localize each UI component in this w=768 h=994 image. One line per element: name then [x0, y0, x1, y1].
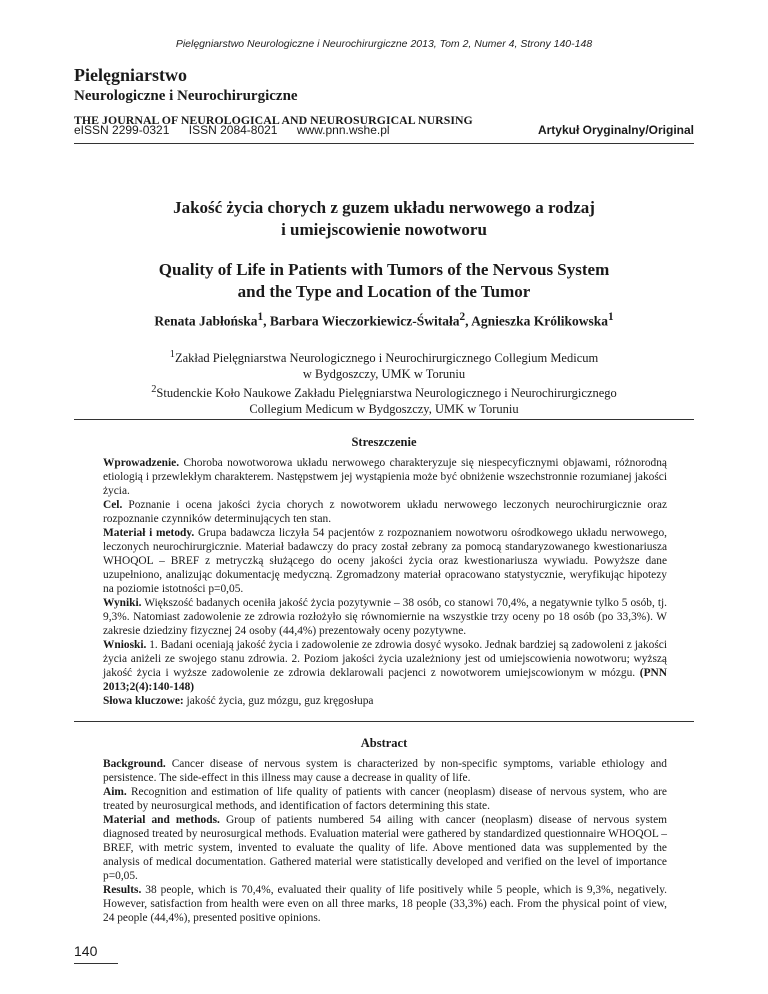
- page-number-rule: [74, 963, 118, 964]
- abstract-divider: [74, 721, 694, 722]
- header-divider: [74, 419, 694, 420]
- label: Materiał i metody.: [103, 527, 195, 539]
- text: Większość badanych oceniła jakość życia pozytywnie – 38 osób, co stanowi 70,4%, a negatywnie tylko 5 osób, tj. 9,3%. Natomiast zadowolenie ze zdrowia rozłożyło się równomiernie na wszystkie trzy oceny po 18 osób (po 33,3%). W zakresie dziedziny fizycznej 24 osoby (44,4%) prezentowały oceny pozytywne.: [103, 597, 667, 637]
- text: Poznanie i ocena jakości życia chorych z nowotworem układu nerwowego leczonych neurochirurgicznie oraz rozpoznanie czynników determinujących ten stan.: [103, 499, 667, 525]
- journal-identifiers: [74, 123, 694, 137]
- journal-english-title: THE JOURNAL OF NEUROLOGICAL AND NEUROSURGICAL NURSING: [74, 113, 473, 127]
- abstract-aim: [103, 785, 667, 813]
- affiliation-2-marker: 2: [151, 384, 157, 396]
- author-separator: ,: [263, 313, 270, 329]
- label: Background.: [103, 758, 166, 770]
- author-separator: ,: [465, 313, 472, 329]
- affiliation-2-line-2: Collegium Medicum w Bydgoszczy, UMK w Toruniu: [249, 402, 519, 417]
- text: Group of patients numbered 54 ailing with cancer (neoplasm) disease of nervous system diagnosed treated by neurosurgical methods. Evaluation material were gathered by standardized questionnaire WHOQOL – BREF, with metric system, invented to evaluate the quality of life. Above mentioned data was supplemented by the analysis of medical documentation. Gathered material were statistically developed and verified on the level of importance p=0,05.: [103, 814, 667, 882]
- page-number: 140: [74, 943, 98, 959]
- author-3: Agnieszka Królikowska: [471, 313, 609, 329]
- label: Cel.: [103, 499, 123, 511]
- affiliation-1-marker: 1: [169, 349, 175, 360]
- text: jakość życia, guz mózgu, guz kręgosłupa: [183, 695, 374, 707]
- article-type: Artykuł Oryginalny/Original: [537, 123, 694, 137]
- abstract-methods: [103, 813, 667, 883]
- citation: (PNN 2013;2(4):140-148): [103, 667, 667, 693]
- abstract-results: [103, 883, 667, 925]
- author-1-affiliation: 1: [257, 311, 264, 323]
- affiliations: [74, 347, 694, 417]
- abstract-background: [103, 757, 667, 785]
- title-english-line-2: and the Type and Location of the Tumor: [237, 282, 531, 301]
- streszczenie-intro: [103, 456, 667, 498]
- title-english-line-1: Quality of Life in Patients with Tumors of the Nervous System: [158, 260, 610, 279]
- title-polish-line-1: Jakość życia chorych z guzem układu nerwowego a rodzaj: [173, 198, 595, 217]
- running-header: Pielęgniarstwo Neurologiczne i Neurochirurgiczne 2013, Tom 2, Numer 4, Strony 140-148: [175, 38, 593, 50]
- text: 38 people, which is 70,4%, evaluated their quality of life positively while 5 people, which is 9,3%, negatively. However, satisfaction from health were even on all three marks, 18 people (33,3%) each. From the physical point of view, 24 people (44,4%), presented positive opinions.: [103, 884, 667, 924]
- affiliation-1-line-2: w Bydgoszczy, UMK w Toruniu: [302, 367, 466, 382]
- affiliation-2-text: Studenckie Koło Naukowe Zakładu Pielęgniarstwa Neurologicznego i Neurochirurgicznego: [156, 386, 617, 401]
- label: Aim.: [103, 786, 127, 798]
- label: Wyniki.: [103, 597, 142, 609]
- affiliation-1-line-1: [74, 347, 694, 366]
- text: Recognition and estimation of life quality of patients with cancer (neoplasm) disease of nervous system, who are treated by neurosurgical methods, and identification of factors determining this state.: [103, 786, 667, 812]
- author-1: Renata Jabłońska: [154, 313, 258, 329]
- label: Wprowadzenie.: [103, 457, 180, 469]
- journal-masthead: [74, 65, 473, 128]
- journal-url[interactable]: www.pnn.wshe.pl: [296, 123, 390, 137]
- streszczenie-body: [103, 456, 667, 708]
- text: Grupa badawcza liczyła 54 pacjentów z rozpoznaniem nowotworu ośrodkowego układu nerwowego, leczonych neurochirurgicznie. Materiał badawczy do pracy został zebrany za pomocą standaryzowanego kwestionariusza WHOQOL – BREF z metryczką służącego do oceny jakości życia oraz kwestionariusza wywiadu. Powyższe dane uzupełniono, analizując dokumentację medyczną. Zgromadzony materiał opracowano statystycznie, weryfikując hipotezy na poziomie istotności p=0,05.: [103, 527, 667, 595]
- author-list: [74, 311, 694, 330]
- title-english: [74, 259, 694, 303]
- label: Material and methods.: [103, 814, 220, 826]
- label: Wnioski.: [103, 639, 147, 651]
- author-2: Barbara Wieczorkiewicz-Świtała: [269, 313, 460, 329]
- journal-subtitle: Neurologiczne i Neurochirurgiczne: [74, 88, 298, 104]
- abstract-body: [103, 757, 667, 925]
- streszczenie-methods: [103, 526, 667, 596]
- issn: ISSN 2084-8021: [188, 123, 278, 137]
- abstract-heading: Abstract: [360, 736, 408, 750]
- streszczenie-keywords: [103, 694, 667, 708]
- title-polish-line-2: i umiejscowienie nowotworu: [281, 220, 487, 239]
- label: Słowa kluczowe:: [103, 695, 184, 707]
- streszczenie-heading: Streszczenie: [351, 435, 417, 449]
- streszczenie-results: [103, 596, 667, 638]
- title-polish: [74, 197, 694, 241]
- text: 1. Badani oceniają jakość życia i zadowolenie ze zdrowia dosyć wysoko. Jednak bardziej są zadowoleni z jakości życia aniżeli ze swojego stanu zdrowia. 2. Poziom jakości życia uzależniony jest od umiejscowienia nowotworu; wyższą jakość życia i wyższe zadowolenie ze zdrowia deklarowali pacjenci z nowotworem umiejscowionym w mózgu.: [103, 639, 667, 679]
- author-3-affiliation: 1: [608, 311, 614, 323]
- streszczenie-aim: [103, 498, 667, 526]
- eissn: eISSN 2299-0321: [74, 123, 170, 137]
- affiliation-1-text: Zakład Pielęgniarstwa Neurologicznego i Neurochirurgicznego Collegium Medicum: [174, 351, 599, 366]
- masthead-divider: [74, 143, 694, 144]
- affiliation-2-line-1: [74, 382, 694, 401]
- text: Cancer disease of nervous system is characterized by non-specific symptoms, variable ethiology and persistence. The side-effect in this illness may cause a decrease in quality of life.: [103, 758, 667, 784]
- author-2-affiliation: 2: [459, 311, 466, 323]
- text: Choroba nowotworowa układu nerwowego charakteryzuje się niespecyficznymi objawami, różnorodną etiologią i przewlekłym charakterem. Następstwem jej wystąpienia może być obniżenie wszechstronnie rozumianej jakości życia.: [103, 457, 667, 497]
- label: Results.: [103, 884, 142, 896]
- streszczenie-conclusions: [103, 638, 667, 694]
- journal-title: Pielęgniarstwo: [74, 65, 187, 85]
